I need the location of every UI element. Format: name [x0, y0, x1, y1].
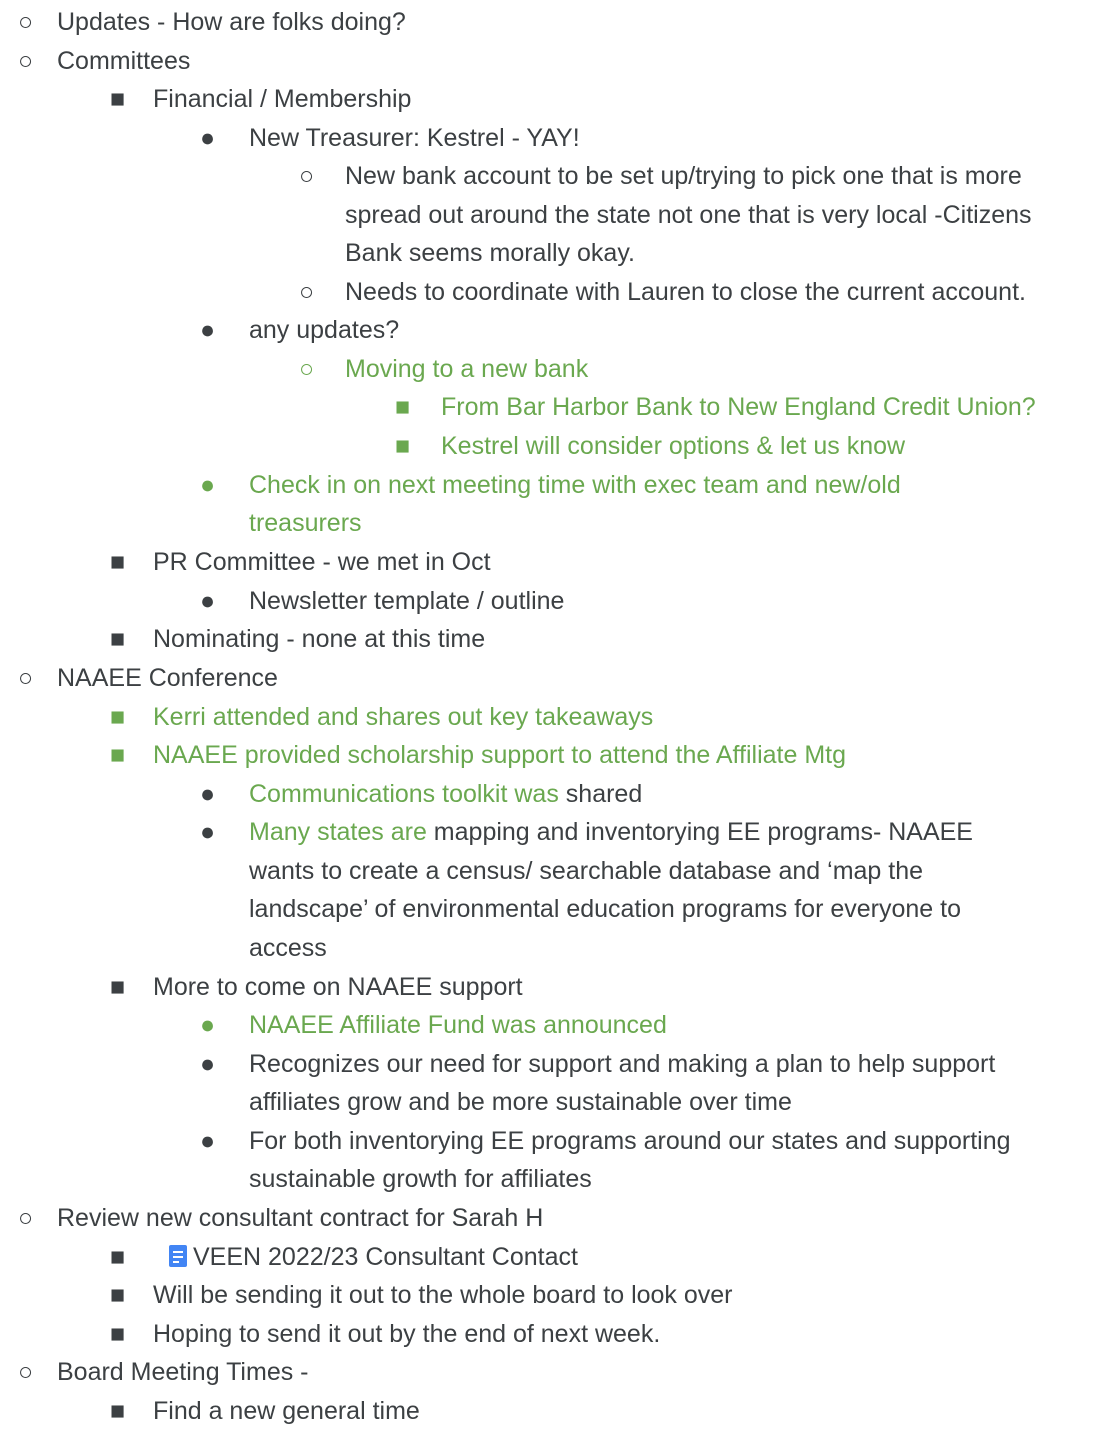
bullet-square-icon: ■ [110, 741, 126, 769]
line-text[interactable] [153, 1238, 578, 1277]
bullet-disc-icon: ● [200, 587, 216, 615]
text-run: NAAEE Affiliate Fund was announced [249, 1011, 667, 1039]
text-run: Bank seems morally okay. [345, 239, 635, 267]
item-committees [0, 42, 1119, 80]
text-run: PR Committee - we met in Oct [153, 548, 491, 576]
text-run: Kestrel will consider options & let us know [441, 432, 906, 460]
google-docs-icon [169, 1245, 187, 1267]
bullet-disc-icon: ● [200, 316, 216, 344]
item-more-naaee-support [0, 968, 1119, 1006]
line-text [249, 504, 362, 543]
line-text [57, 1353, 309, 1392]
item-bar-harbor [0, 388, 1119, 426]
text-run: spread out around the state not one that is very local -Citizens [345, 201, 1032, 229]
line-text [153, 80, 411, 119]
bullet-square-icon: ■ [110, 1320, 126, 1348]
text-run: Newsletter template / outline [249, 587, 565, 615]
line-text [345, 196, 1032, 235]
line-text [441, 388, 1036, 427]
item-new-bank-account-cont-2 [0, 234, 1119, 272]
item-kestrel-options [0, 427, 1119, 465]
text-run: Board Meeting Times - [57, 1358, 309, 1386]
bullet-square-icon: ■ [110, 1281, 126, 1309]
text-run: Financial / Membership [153, 85, 412, 113]
text-run: Updates - How are folks doing? [57, 8, 406, 36]
bullet-circle-icon: ○ [18, 1204, 34, 1232]
text-run: sustainable growth for affiliates [249, 1165, 592, 1193]
text-run: New bank account to be set up/trying to pick one that is more [345, 162, 1022, 190]
item-updates [0, 3, 1119, 41]
line-text [153, 620, 485, 659]
bullet-circle-icon: ○ [299, 278, 315, 306]
line-text [345, 273, 1026, 312]
line-text [153, 736, 846, 775]
bullet-square-icon: ■ [110, 1243, 126, 1271]
text-run: New Treasurer: Kestrel - YAY! [249, 124, 580, 152]
bullet-square-icon: ■ [395, 432, 411, 460]
line-text [57, 42, 190, 81]
item-hoping-send [0, 1315, 1119, 1353]
line-text [345, 157, 1022, 196]
bullet-circle-icon: ○ [299, 355, 315, 383]
bullet-square-icon: ■ [110, 85, 126, 113]
line-text [249, 1045, 995, 1084]
bullet-disc-icon: ● [200, 818, 216, 846]
text-run: Committees [57, 47, 191, 75]
line-text [249, 582, 564, 621]
text-run: Hoping to send it out by the end of next week. [153, 1320, 661, 1348]
item-sending-board [0, 1276, 1119, 1314]
text-run: NAAEE Conference [57, 664, 278, 692]
line-text [153, 698, 653, 737]
bullet-disc-icon: ● [200, 471, 216, 499]
line-text [249, 1160, 592, 1199]
bullet-square-icon: ■ [110, 548, 126, 576]
bullet-square-icon: ■ [110, 625, 126, 653]
item-affiliate-fund [0, 1006, 1119, 1044]
line-text [249, 775, 642, 814]
item-many-states-cont-3 [0, 929, 1119, 967]
text-run: Check in on next meeting time with exec team and new/old [249, 471, 901, 499]
item-consultant-contact-chip [0, 1238, 1119, 1276]
text-run: For both inventorying EE programs around our states and supporting [249, 1127, 1011, 1155]
item-recognizes-need-cont [0, 1083, 1119, 1121]
item-board-meeting-times [0, 1353, 1119, 1391]
item-communications-toolkit [0, 775, 1119, 813]
item-check-in-meeting-cont [0, 504, 1119, 542]
line-text [153, 1276, 733, 1315]
line-text [249, 929, 327, 968]
bullet-circle-icon: ○ [299, 162, 315, 190]
line-text [57, 3, 406, 42]
item-find-new-time [0, 1392, 1119, 1430]
item-many-states-cont-1 [0, 852, 1119, 890]
item-financial-membership [0, 80, 1119, 118]
line-text [249, 852, 923, 891]
item-recognizes-need [0, 1045, 1119, 1083]
text-run: NAAEE provided scholarship support to attend the Affiliate Mtg [153, 741, 846, 769]
item-newsletter [0, 582, 1119, 620]
text-run: Kerri attended and shares out key takeaways [153, 703, 654, 731]
text-run: Review new consultant contract for Sarah H [57, 1204, 544, 1232]
text-run: Many states are [249, 818, 427, 846]
text-run: Nominating - none at this time [153, 625, 486, 653]
bullet-circle-icon: ○ [18, 47, 34, 75]
item-nominating [0, 620, 1119, 658]
item-pr-committee [0, 543, 1119, 581]
line-text [345, 350, 588, 389]
item-naaee-scholarship [0, 736, 1119, 774]
line-text [249, 1083, 792, 1122]
text-run: Recognizes our need for support and making a plan to help support [249, 1050, 996, 1078]
line-text [249, 813, 973, 852]
text-run: More to come on NAAEE support [153, 973, 523, 1001]
item-new-treasurer [0, 119, 1119, 157]
line-text [153, 1315, 660, 1354]
line-text [249, 890, 961, 929]
line-text [249, 466, 901, 505]
item-new-bank-account-cont-1 [0, 196, 1119, 234]
item-any-updates [0, 311, 1119, 349]
text-run: Needs to coordinate with Lauren to close the current account. [345, 278, 1026, 306]
bullet-disc-icon: ● [200, 124, 216, 152]
item-check-in-meeting [0, 466, 1119, 504]
text-run: Find a new general time [153, 1397, 420, 1425]
line-text [345, 234, 635, 273]
doc-link-label[interactable]: VEEN 2022/23 Consultant Contact [193, 1243, 578, 1271]
text-run: shared [558, 780, 643, 808]
item-inventorying [0, 1122, 1119, 1160]
line-text [249, 1006, 667, 1045]
bullet-disc-icon: ● [200, 1050, 216, 1078]
text-run: From Bar Harbor Bank to New England Credit Union? [441, 393, 1036, 421]
text-run: Moving to a new bank [345, 355, 589, 383]
text-run: Communications toolkit was [249, 780, 559, 808]
item-inventorying-cont [0, 1160, 1119, 1198]
text-run: landscape’ of environmental education programs for everyone to [249, 895, 961, 923]
bullet-square-icon: ■ [395, 393, 411, 421]
item-many-states [0, 813, 1119, 851]
bullet-square-icon: ■ [110, 1397, 126, 1425]
text-run: mapping and inventorying EE programs- NAAEE [426, 818, 973, 846]
line-text [57, 1199, 543, 1238]
text-run: access [249, 934, 327, 962]
bullet-circle-icon: ○ [18, 664, 34, 692]
bullet-disc-icon: ● [200, 780, 216, 808]
bullet-circle-icon: ○ [18, 1358, 34, 1386]
item-many-states-cont-2 [0, 890, 1119, 928]
item-coordinate-lauren [0, 273, 1119, 311]
text-run: affiliates grow and be more sustainable over time [249, 1088, 792, 1116]
line-text [153, 968, 523, 1007]
text-run: Will be sending it out to the whole board to look over [153, 1281, 733, 1309]
line-text [153, 543, 491, 582]
item-review-contract [0, 1199, 1119, 1237]
text-run: treasurers [249, 509, 362, 537]
item-kerri-attended [0, 698, 1119, 736]
bullet-disc-icon: ● [200, 1011, 216, 1039]
item-naaee-conference [0, 659, 1119, 697]
line-text [249, 119, 580, 158]
line-text [57, 659, 278, 698]
line-text [249, 1122, 1011, 1161]
bullet-square-icon: ■ [110, 703, 126, 731]
bullet-disc-icon: ● [200, 1127, 216, 1155]
line-text [249, 311, 399, 350]
line-text [153, 1392, 420, 1431]
item-moving-bank [0, 350, 1119, 388]
line-text [441, 427, 905, 466]
text-run: wants to create a census/ searchable database and ‘map the [249, 857, 924, 885]
bullet-circle-icon: ○ [18, 8, 34, 36]
item-new-bank-account [0, 157, 1119, 195]
text-run: any updates? [249, 316, 400, 344]
bullet-square-icon: ■ [110, 973, 126, 1001]
doc-link-chip[interactable] [169, 1243, 578, 1271]
